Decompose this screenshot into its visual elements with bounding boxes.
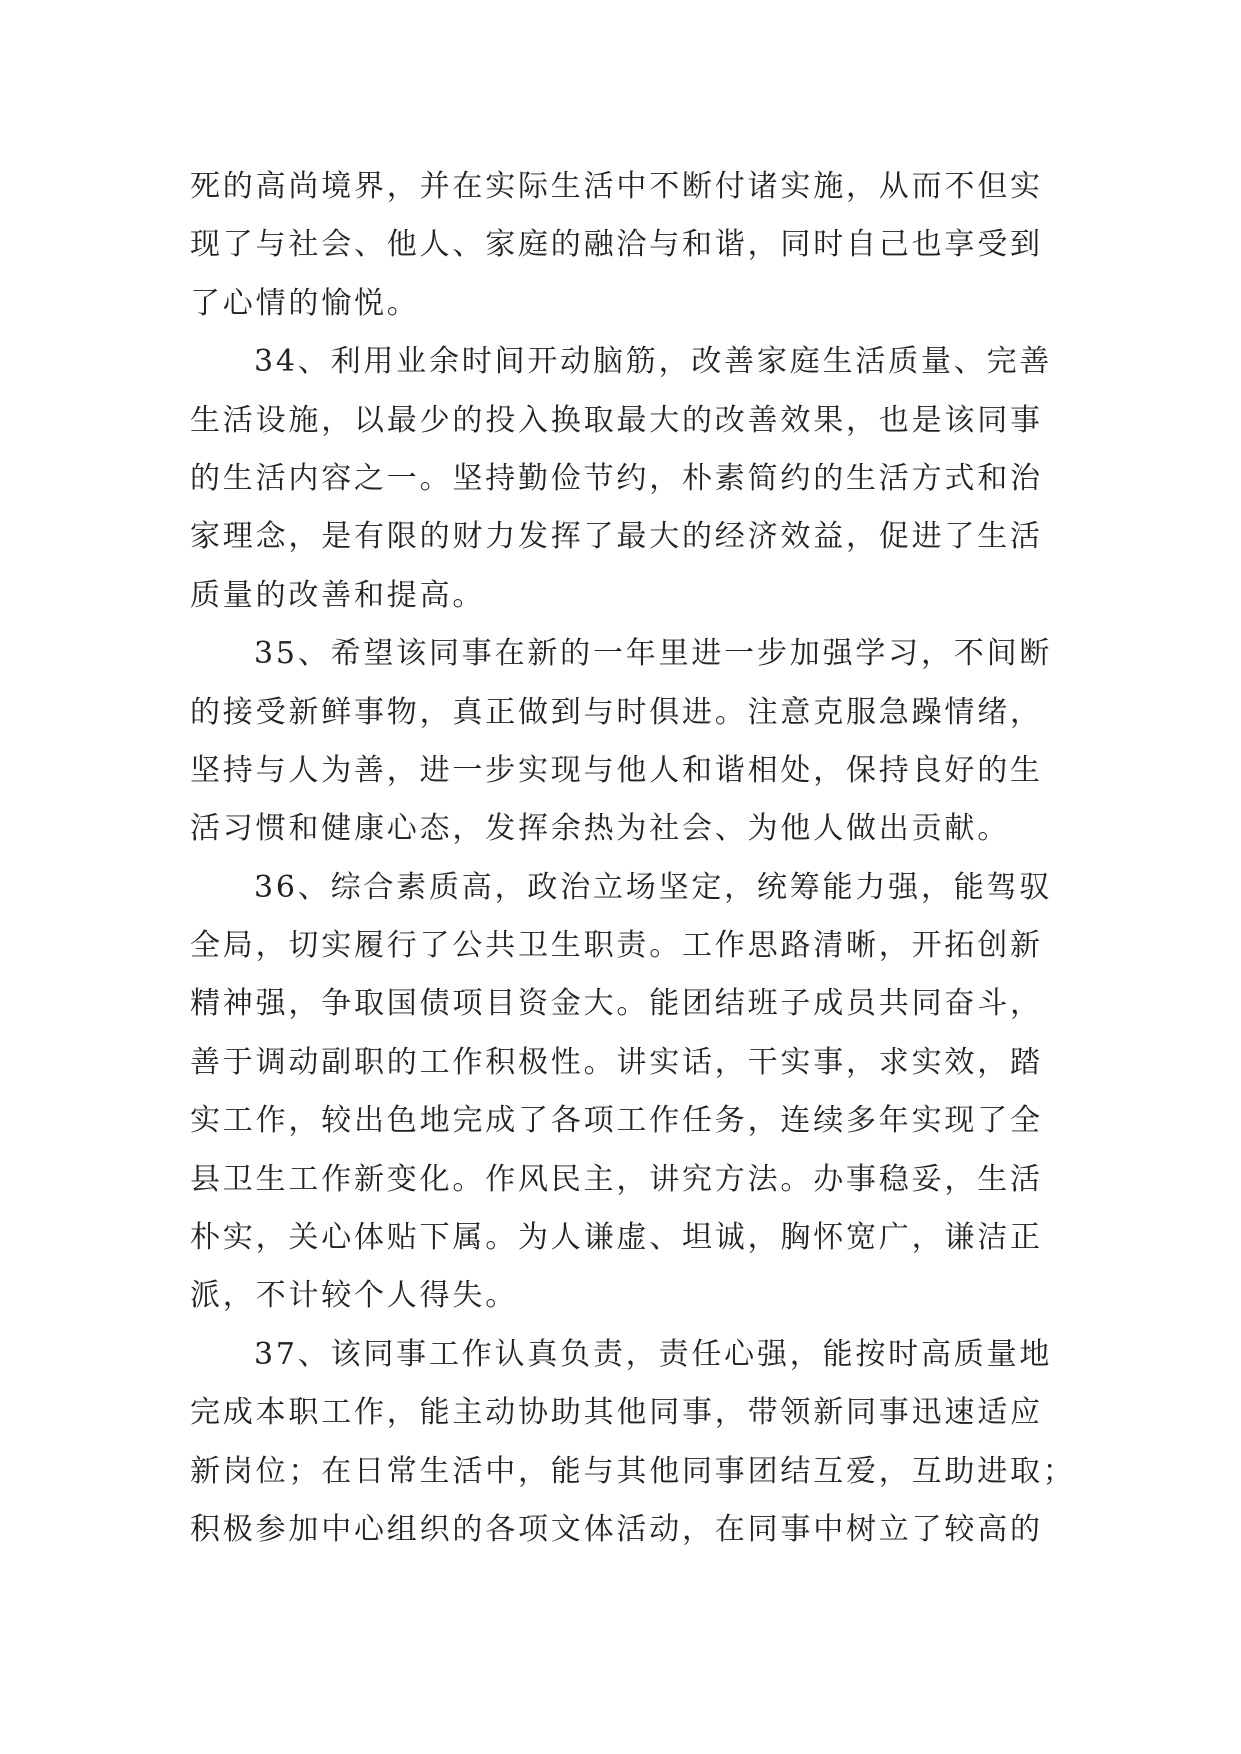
paragraph-37-start: 37、该同事工作认真负责，责任心强，能按时高质量地 [254, 1336, 1053, 1372]
text-line: 县卫生工作新变化。作风民主，讲究方法。办事稳妥，生活 [190, 1161, 1043, 1197]
paragraph-34-start: 34、利用业余时间开动脑筋，改善家庭生活质量、完善 [254, 344, 1053, 380]
text-line: 新岗位；在日常生活中，能与其他同事团结互爱，互助进取； [190, 1453, 1076, 1489]
text-line: 现了与社会、他人、家庭的融洽与和谐，同时自己也享受到 [190, 227, 1043, 263]
paragraph-36-start: 36、综合素质高，政治立场坚定，统筹能力强，能驾驭 [254, 869, 1053, 905]
text-line: 死的高尚境界，并在实际生活中不断付诸实施，从而不但实 [190, 169, 1043, 204]
text-line: 了心情的愉悦。 [190, 285, 420, 321]
text-line: 完成本职工作，能主动协助其他同事，带领新同事迅速适应 [190, 1395, 1043, 1431]
text-line: 坚持与人为善，进一步实现与他人和谐相处，保持良好的生 [190, 752, 1043, 788]
text-line: 家理念，是有限的财力发挥了最大的经济效益，促进了生活 [190, 519, 1043, 555]
text-line: 精神强，争取国债项目资金大。能团结班子成员共同奋斗， [190, 986, 1043, 1022]
text-line: 的接受新鲜事物，真正做到与时俱进。注意克服急躁情绪， [190, 694, 1043, 730]
text-line: 实工作，较出色地完成了各项工作任务，连续多年实现了全 [190, 1103, 1043, 1139]
text-line: 全局，切实履行了公共卫生职责。工作思路清晰，开拓创新 [190, 928, 1043, 964]
text-line: 生活设施，以最少的投入换取最大的改善效果，也是该同事 [190, 402, 1043, 438]
text-line: 的生活内容之一。坚持勤俭节约，朴素简约的生活方式和治 [190, 460, 1043, 496]
text-line: 质量的改善和提高。 [190, 577, 486, 613]
text-line: 积极参加中心组织的各项文体活动，在同事中树立了较高的 [190, 1511, 1043, 1547]
text-line: 活习惯和健康心态，发挥余热为社会、为他人做出贡献。 [190, 811, 1010, 847]
document-body [190, 158, 1076, 1559]
paragraph-35-start: 35、希望该同事在新的一年里进一步加强学习，不间断 [254, 636, 1053, 672]
text-line: 朴实，关心体贴下属。为人谦虚、坦诚，胸怀宽广，谦洁正 [190, 1220, 1043, 1256]
text-line: 派，不计较个人得失。 [190, 1278, 518, 1314]
text-line: 善于调动副职的工作积极性。讲实话，干实事，求实效，踏 [190, 1044, 1043, 1080]
